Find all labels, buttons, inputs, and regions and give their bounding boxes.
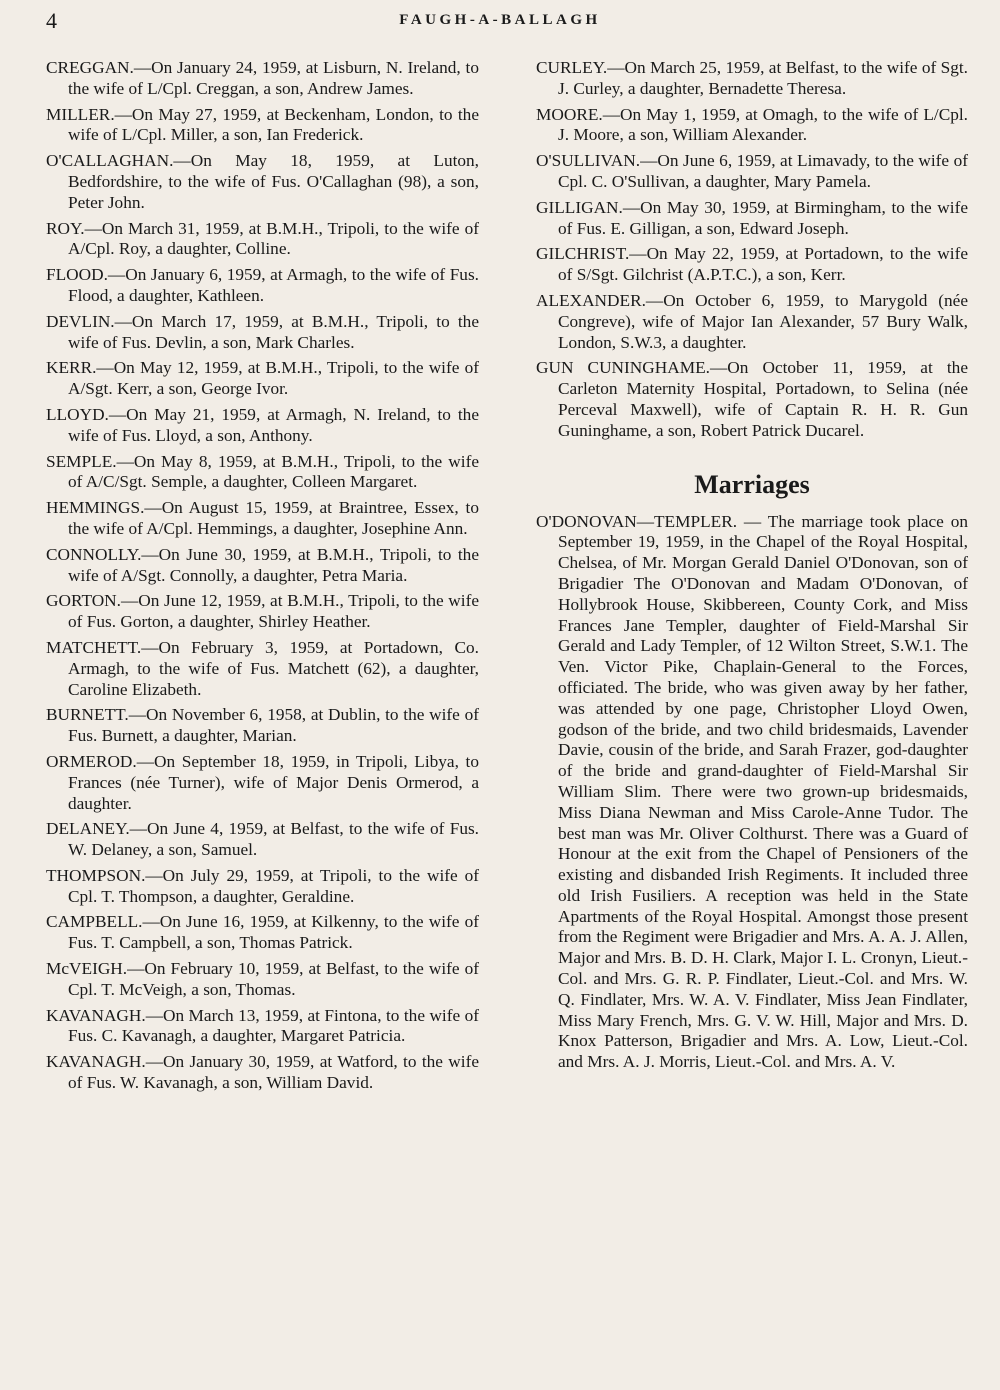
- running-head-title: FAUGH-A-BALLAGH: [399, 12, 601, 28]
- birth-notice: ALEXANDER.—On October 6, 1959, to Marygold (née Congreve), wife of Major Ian Alexander, 57 Bury Walk, London, S.W.3, a daughter.: [536, 290, 968, 352]
- right-column: [536, 58, 968, 1073]
- marriage-notice: O'DONOVAN—TEMPLER. — The marriage took place on September 19, 1959, in the Chapel of the Royal Hospital, Chelsea, of Mr. Morgan Gerald Daniel O'Donovan, son of Brigadier The O'Donovan and Madam O'Donovan, of Hollybrook House, Skibbereen, County Cork, and Miss Frances Jane Templer, daughter of Field-Marshal Sir Gerald and Lady Templer, of 12 Wilton Street, S.W.1. The Ven. Victor Pike, Chaplain-General to the Forces, officiated. The bride, who was given away by her father, was attended by one page, Christopher Lloyd Owen, godson of the bride, and two child bridesmaids, Lavender Davie, cousin of the bride, and Sarah Frazer, god-daughter of the bride and grand-daughter of Field-Marshal Sir William Slim. There were two grown-up bridesmaids, Miss Diana Newman and Miss Carole-Anne Tudor. The best man was Mr. Oliver Colthurst. There was a Guard of Honour at the exit from the Chapel of Pensioners of the existing and disbanded Irish Regiments. It included three old Irish Fusiliers. A reception was held in the State Apartments of the Royal Hospital. Amongst those present from the Regiment were Brigadier and Mrs. A. A. J. Allen, Major and Mrs. B. D. H. Clark, Major I. L. Cronyn, Lieut.-Col. and Mrs. G. R. P. Findlater, Lieut.-Col. and Mrs. W. Q. Findlater, Mrs. W. A. V. Findlater, Miss Jean Findlater, Miss Mary French, Mrs. G. V. W. Hill, Major and Mrs. D. Knox Patterson, Brigadier and Mrs. A. Low, Lieut.-Col. and Mrs. A. J. Morris, Lieut.-Col. and Mrs. A. V.: [536, 511, 968, 1072]
- birth-notice: SEMPLE.—On May 8, 1959, at B.M.H., Tripoli, to the wife of A/C/Sgt. Semple, a daughter, Colleen Margaret.: [46, 451, 479, 492]
- birth-notice: CREGGAN.—On January 24, 1959, at Lisburn, N. Ireland, to the wife of L/Cpl. Creggan, a son, Andrew James.: [46, 58, 479, 98]
- page-number: 4: [46, 8, 57, 33]
- birth-notice: McVEIGH.—On February 10, 1959, at Belfast, to the wife of Cpl. T. McVeigh, a son, Thomas.: [46, 959, 479, 999]
- left-column: [46, 58, 479, 1099]
- birth-notice: O'SULLIVAN.—On June 6, 1959, at Limavady, to the wife of Cpl. C. O'Sullivan, a daughter, Mary Pamela.: [536, 151, 968, 191]
- birth-notice: FLOOD.—On January 6, 1959, at Armagh, to the wife of Fus. Flood, a daughter, Kathleen.: [46, 265, 479, 305]
- birth-notice: MATCHETT.—On February 3, 1959, at Portadown, Co. Armagh, to the wife of Fus. Matchett (62), a daughter, Caroline Elizabeth.: [46, 637, 479, 699]
- birth-notice: GILLIGAN.—On May 30, 1959, at Birmingham, to the wife of Fus. E. Gilligan, a son, Edward Joseph.: [536, 197, 968, 238]
- birth-notice: GORTON.—On June 12, 1959, at B.M.H., Tripoli, to the wife of Fus. Gorton, a daughter, Shirley Heather.: [46, 591, 479, 632]
- birth-notice: MOORE.—On May 1, 1959, at Omagh, to the wife of L/Cpl. J. Moore, a son, William Alexander.: [536, 104, 968, 145]
- birth-notice: CAMPBELL.—On June 16, 1959, at Kilkenny, to the wife of Fus. T. Campbell, a son, Thomas Patrick.: [46, 912, 479, 953]
- birth-notice: ORMEROD.—On September 18, 1959, in Tripoli, Libya, to Frances (née Turner), wife of Major Denis Ormerod, a daughter.: [46, 751, 479, 813]
- birth-notice: LLOYD.—On May 21, 1959, at Armagh, N. Ireland, to the wife of Fus. Lloyd, a son, Anthony.: [46, 404, 479, 445]
- birth-notice: GUN CUNINGHAME.—On October 11, 1959, at the Carleton Maternity Hospital, Portadown, to Selina (née Perceval Maxwell), wife of Captain R. H. R. Gun Guninghame, a son, Robert Patrick Ducarel.: [536, 358, 968, 440]
- birth-notice: BURNETT.—On November 6, 1958, at Dublin, to the wife of Fus. Burnett, a daughter, Marian.: [46, 705, 479, 746]
- birth-notice: CURLEY.—On March 25, 1959, at Belfast, to the wife of Sgt. J. Curley, a daughter, Bernadette Theresa.: [536, 58, 968, 98]
- birth-notice: ROY.—On March 31, 1959, at B.M.H., Tripoli, to the wife of A/Cpl. Roy, a daughter, Colline.: [46, 218, 479, 259]
- birth-notice: CONNOLLY.—On June 30, 1959, at B.M.H., Tripoli, to the wife of A/Sgt. Connolly, a daughter, Petra Maria.: [46, 544, 479, 585]
- birth-notice: O'CALLAGHAN.—On May 18, 1959, at Luton, Bedfordshire, to the wife of Fus. O'Callaghan (98), a son, Peter John.: [46, 151, 479, 212]
- birth-notice: THOMPSON.—On July 29, 1959, at Tripoli, to the wife of Cpl. T. Thompson, a daughter, Geraldine.: [46, 865, 479, 906]
- birth-notice: DELANEY.—On June 4, 1959, at Belfast, to the wife of Fus. W. Delaney, a son, Samuel.: [46, 819, 479, 860]
- birth-notice: DEVLIN.—On March 17, 1959, at B.M.H., Tripoli, to the wife of Fus. Devlin, a son, Mark Charles.: [46, 311, 479, 352]
- birth-notice: MILLER.—On May 27, 1959, at Beckenham, London, to the wife of L/Cpl. Miller, a son, Ian Frederick.: [46, 104, 479, 145]
- birth-notice: HEMMINGS.—On August 15, 1959, at Braintree, Essex, to the wife of A/Cpl. Hemmings, a daughter, Josephine Ann.: [46, 498, 479, 538]
- birth-notice: KERR.—On May 12, 1959, at B.M.H., Tripoli, to the wife of A/Sgt. Kerr, a son, George Ivor.: [46, 358, 479, 399]
- marriages-heading: Marriages: [694, 469, 810, 499]
- birth-notice: GILCHRIST.—On May 22, 1959, at Portadown, to the wife of S/Sgt. Gilchrist (A.P.T.C.), a son, Kerr.: [536, 244, 968, 285]
- birth-notice: KAVANAGH.—On January 30, 1959, at Watford, to the wife of Fus. W. Kavanagh, a son, William David.: [46, 1052, 479, 1093]
- birth-notice: KAVANAGH.—On March 13, 1959, at Fintona, to the wife of Fus. C. Kavanagh, a daughter, Margaret Patricia.: [46, 1005, 479, 1046]
